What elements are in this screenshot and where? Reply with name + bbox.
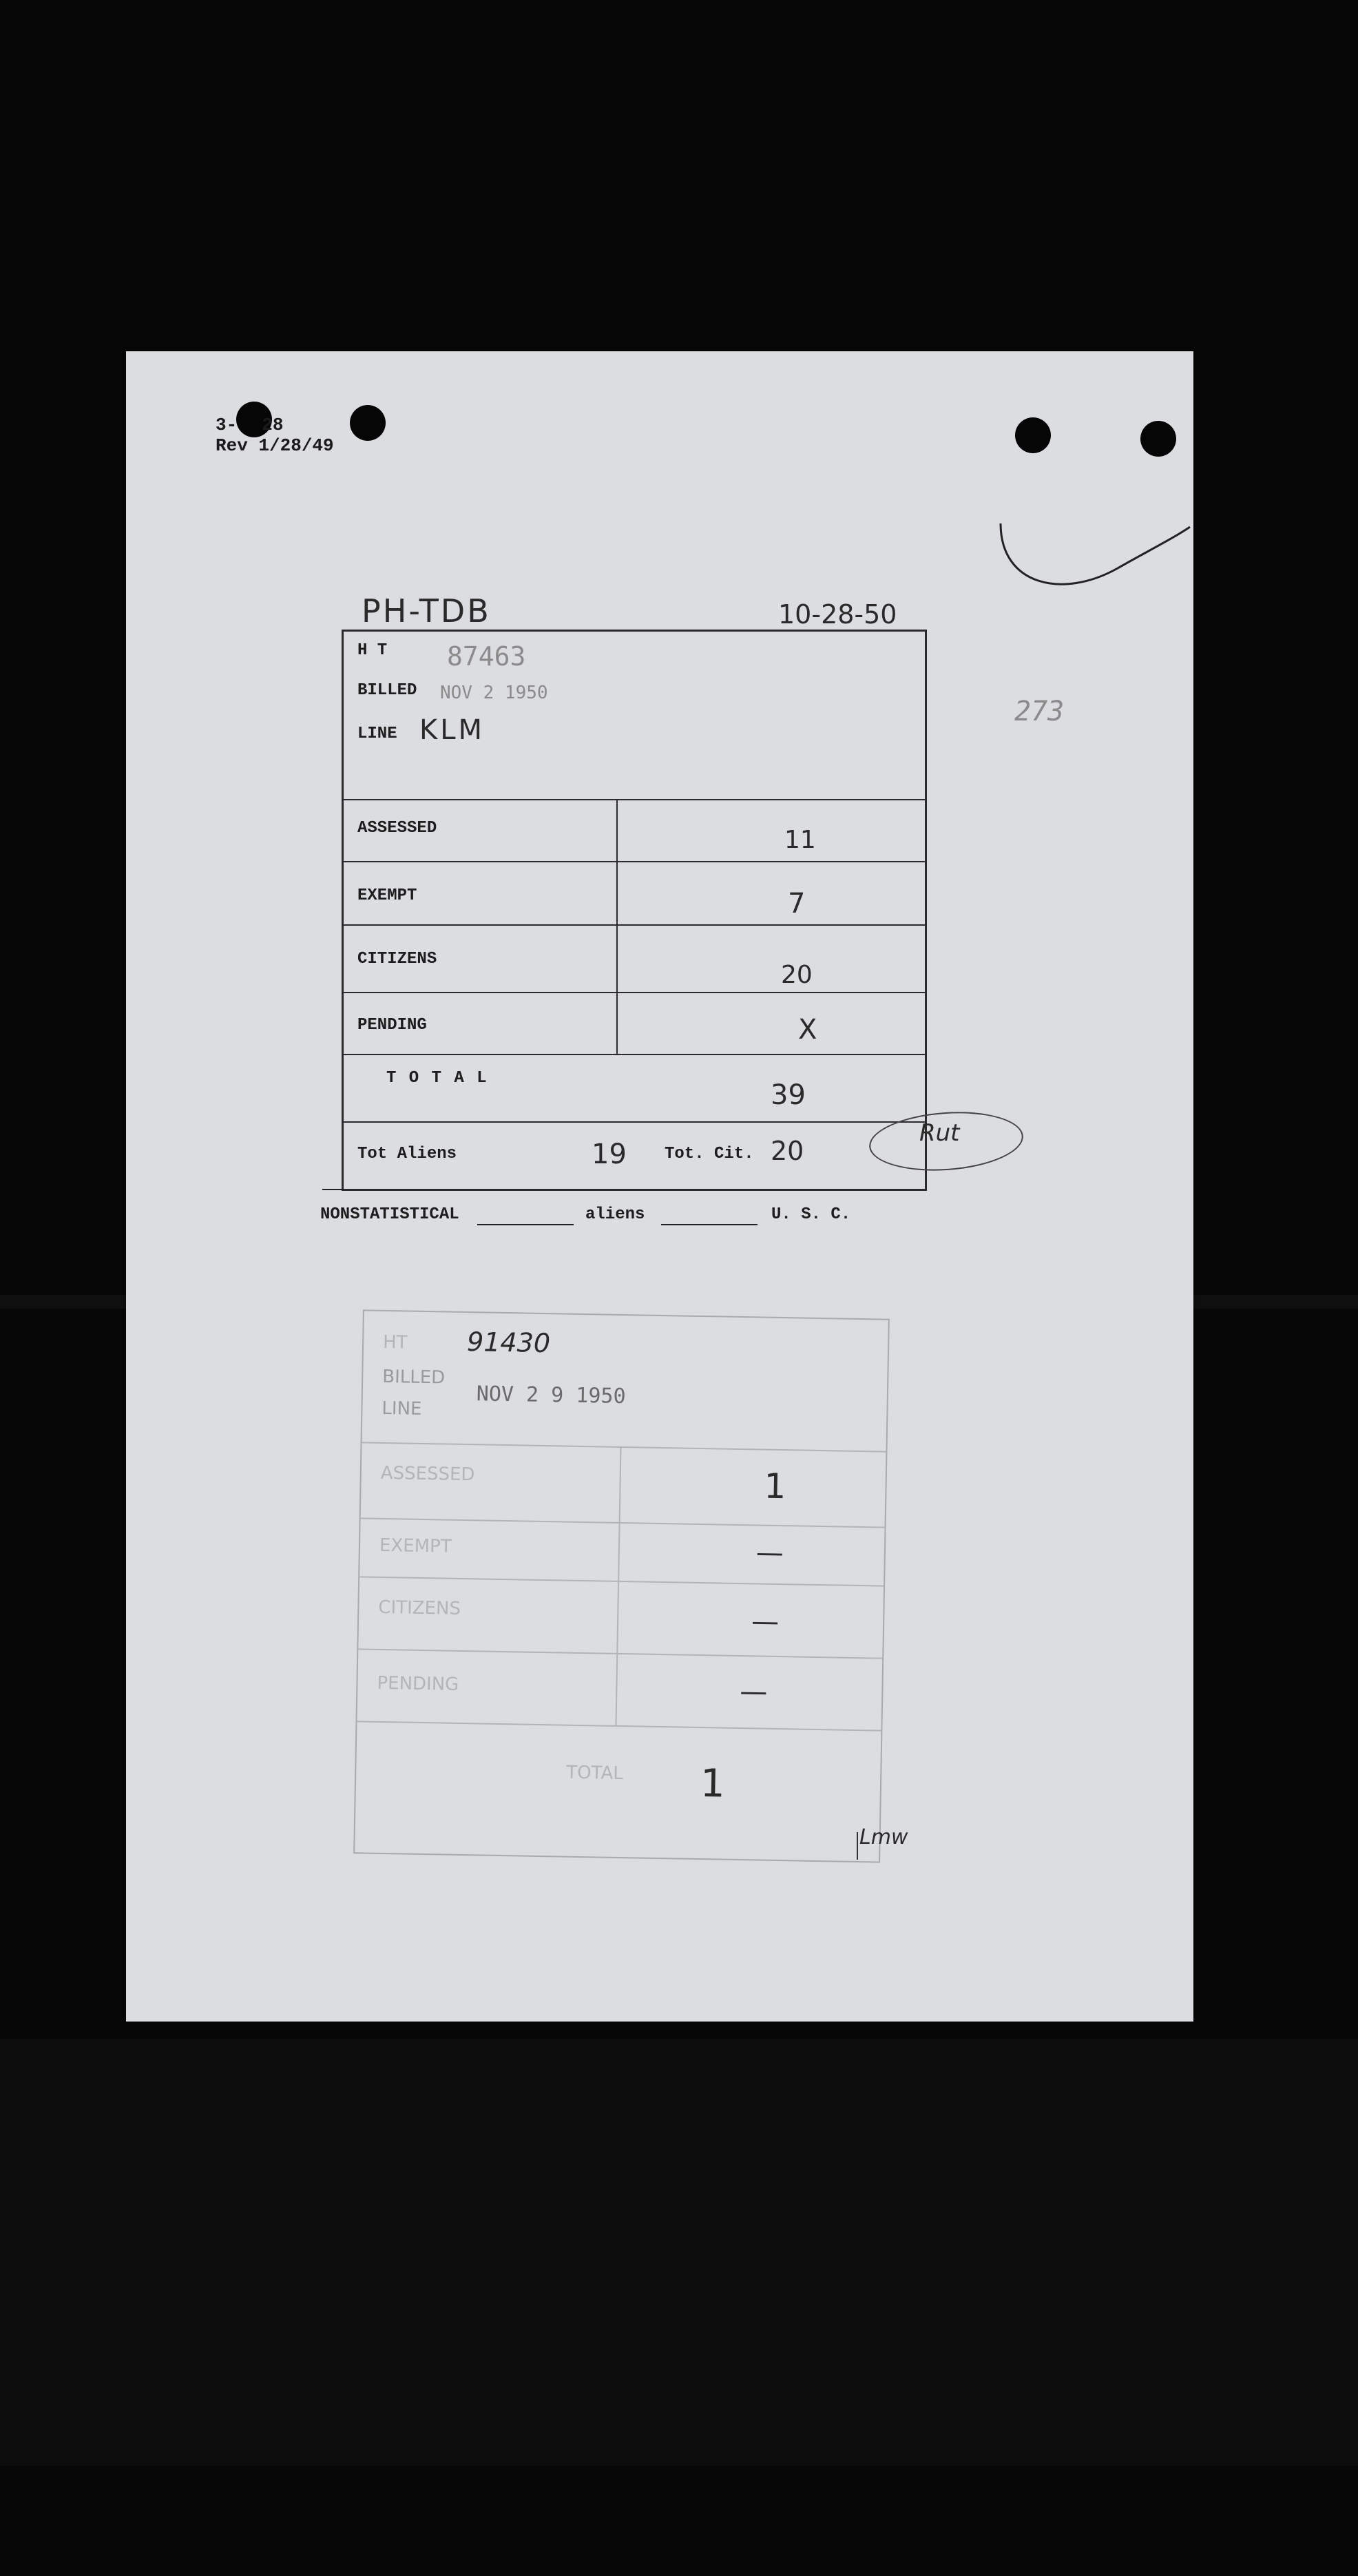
stamp-divider (362, 1442, 886, 1452)
punch-hole (1140, 421, 1176, 457)
line-value: KLM (419, 714, 485, 746)
punch-hole (1015, 417, 1051, 453)
tot-aliens-value: 19 (592, 1139, 627, 1170)
tot-cit-value: 20 (771, 1136, 804, 1166)
stamp-line-label: LINE (382, 1398, 422, 1420)
stamp-citizens-label: CITIZENS (378, 1597, 461, 1619)
stamp-exempt-label: EXEMPT (379, 1535, 452, 1557)
stamp-ht-value: 91430 (466, 1327, 551, 1359)
date-handwritten: 10-28-50 (778, 599, 897, 630)
nonstatistical-line (320, 1205, 871, 1233)
stamp-assessed-value: 1 (764, 1466, 786, 1507)
usc-label: U. S. C. (771, 1205, 851, 1224)
divider (344, 799, 925, 800)
stamp-divider (358, 1648, 882, 1659)
stamp-pending-label: PENDING (377, 1672, 459, 1695)
stamp-column-divider (615, 1446, 621, 1725)
stamp-divider (361, 1517, 885, 1528)
ht-value: 87463 (447, 641, 526, 672)
stamp-exempt-value: — (755, 1537, 784, 1570)
second-manifest-stamp (353, 1309, 890, 1862)
punch-hole (350, 405, 386, 441)
stamp-divider (357, 1721, 881, 1731)
total-label: T O T A L (386, 1069, 488, 1088)
form-code-revision: Rev 1/28/49 (216, 435, 334, 456)
divider (344, 924, 925, 926)
nonstatistical-label: NONSTATISTICAL (320, 1205, 459, 1224)
manifest-form (342, 630, 927, 1191)
column-divider (616, 799, 618, 1054)
blank-line (661, 1224, 758, 1225)
assessed-label: ASSESSED (357, 819, 437, 838)
billed-date: NOV 2 1950 (440, 683, 548, 703)
tot-cit-label: Tot. Cit. (665, 1145, 754, 1163)
stamp-billed-date: NOV 2 9 1950 (476, 1382, 626, 1409)
stamp-total-label: TOTAL (566, 1762, 623, 1785)
scan-lower-area (0, 2039, 1358, 2466)
stamp-ht-label: HT (382, 1331, 408, 1353)
stamp-divider (359, 1576, 884, 1586)
blank-line (477, 1224, 574, 1225)
exempt-label: EXEMPT (357, 886, 417, 905)
registration-handwritten: PH-TDB (362, 592, 491, 630)
divider (344, 1121, 925, 1123)
divider (344, 861, 925, 862)
initials: Rut (919, 1119, 960, 1147)
assessed-value: 11 (784, 826, 816, 854)
pending-value: X (798, 1014, 817, 1046)
billed-label: BILLED (357, 681, 417, 700)
form-code-suffix: 28 (262, 415, 284, 435)
stamp-initials-stroke (857, 1832, 858, 1860)
curve-mark (987, 510, 1193, 620)
stamp-billed-label: BILLED (382, 1366, 446, 1389)
citizens-value: 20 (781, 961, 813, 989)
aliens-label: aliens (585, 1205, 645, 1224)
page-number: 273 (1014, 696, 1065, 727)
stamp-citizens-value: — (751, 1606, 780, 1638)
ht-label: H T (357, 641, 388, 660)
line-label: LINE (357, 725, 397, 743)
form-code-number: 3- (216, 415, 238, 435)
stamp-pending-value: — (739, 1676, 768, 1708)
citizens-label: CITIZENS (357, 950, 437, 968)
tot-aliens-label: Tot Aliens (357, 1145, 457, 1163)
form-code (216, 415, 334, 456)
divider (344, 992, 925, 993)
stamp-assessed-label: ASSESSED (380, 1462, 475, 1486)
exempt-value: 7 (788, 888, 806, 920)
divider (344, 1054, 925, 1055)
stamp-total-value: 1 (700, 1761, 726, 1807)
stamp-initials: Lmw (859, 1825, 908, 1849)
pending-label: PENDING (357, 1016, 427, 1035)
tick-mark (322, 1189, 344, 1190)
total-value: 39 (771, 1079, 806, 1111)
